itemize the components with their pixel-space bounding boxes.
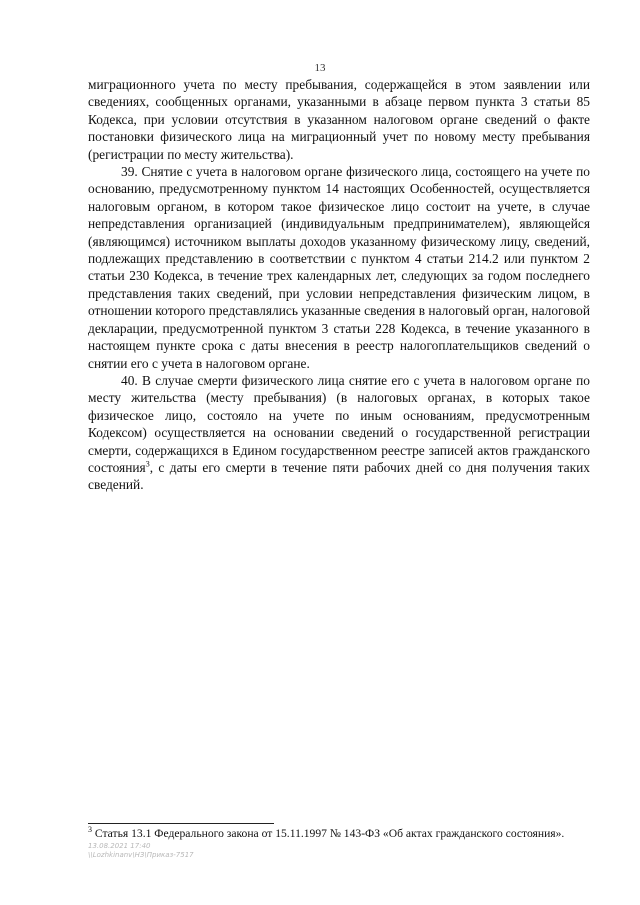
paragraph-40-text-end: , с даты его смерти в течение пяти рабочих дней со дня получения таких сведений. — [88, 459, 590, 493]
stamp-path: \\Lozhkinanv\НЗ\Приказ-7517 — [88, 851, 194, 859]
footnote — [88, 826, 590, 841]
paragraph-continuation: миграционного учета по месту пребывания, содержащейся в этом заявлении или сведениях, сообщенных органами, указанными в абзаце первом пункта 3 статьи 85 Кодекса, при условии отсутствия в указанном налоговом органе сведений о факте постановки физического лица на миграционный учет по новому месту пребывания (регистрации по месту жительства). — [88, 77, 590, 162]
footnote-reference: 3 — [145, 459, 150, 469]
footnote-text: Статья 13.1 Федерального закона от 15.11.1997 № 143-ФЗ «Об актах гражданского состояния». — [92, 827, 565, 840]
document-body — [88, 76, 590, 494]
print-stamp — [88, 842, 194, 860]
paragraph-40 — [88, 372, 590, 494]
footnote-divider — [88, 823, 274, 824]
paragraph-39: 39. Снятие с учета в налоговом органе физического лица, состоящего на учете по основанию, предусмотренному пунктом 14 настоящих Особенностей, осуществляется налоговым органом, в котором такое физическое лицо состоит на учете, в случае непредставления организацией (индивидуальным предпринимателем), являющейся (являющимся) источником выплаты доходов указанному физическому лицу, сведений, подлежащих представлению в соответствии с пунктом 4 статьи 214.2 или пунктом 2 статьи 230 Кодекса, в течение трех календарных лет, следующих за годом последнего представления таких сведений, при условии непредставления физическим лицом, в отношении которого представлялись указанные сведения в налоговый орган, налоговой декларации, предусмотренной пунктом 3 статьи 228 Кодекса, в течение указанного в настоящем пункте срока с даты внесения в реестр налогоплательщиков сведений о снятии его с учета в налоговом органе. — [88, 164, 590, 371]
page-number: 13 — [314, 62, 326, 74]
paragraph-40-text: 40. В случае смерти физического лица снятие его с учета в налоговом органе по месту жительства (месту пребывания) (в налоговых органах, в которых такое физическое лицо, состояло на учете по иным основаниям, предусмотренным Кодексом) осуществляется на основании сведений о государственной регистрации смерти, содержащихся в Едином государственном реестре записей актов гражданского состояния — [88, 372, 590, 475]
footnote-mark: 3 — [88, 825, 92, 835]
stamp-date: 13.08.2021 17:40 — [88, 842, 151, 850]
